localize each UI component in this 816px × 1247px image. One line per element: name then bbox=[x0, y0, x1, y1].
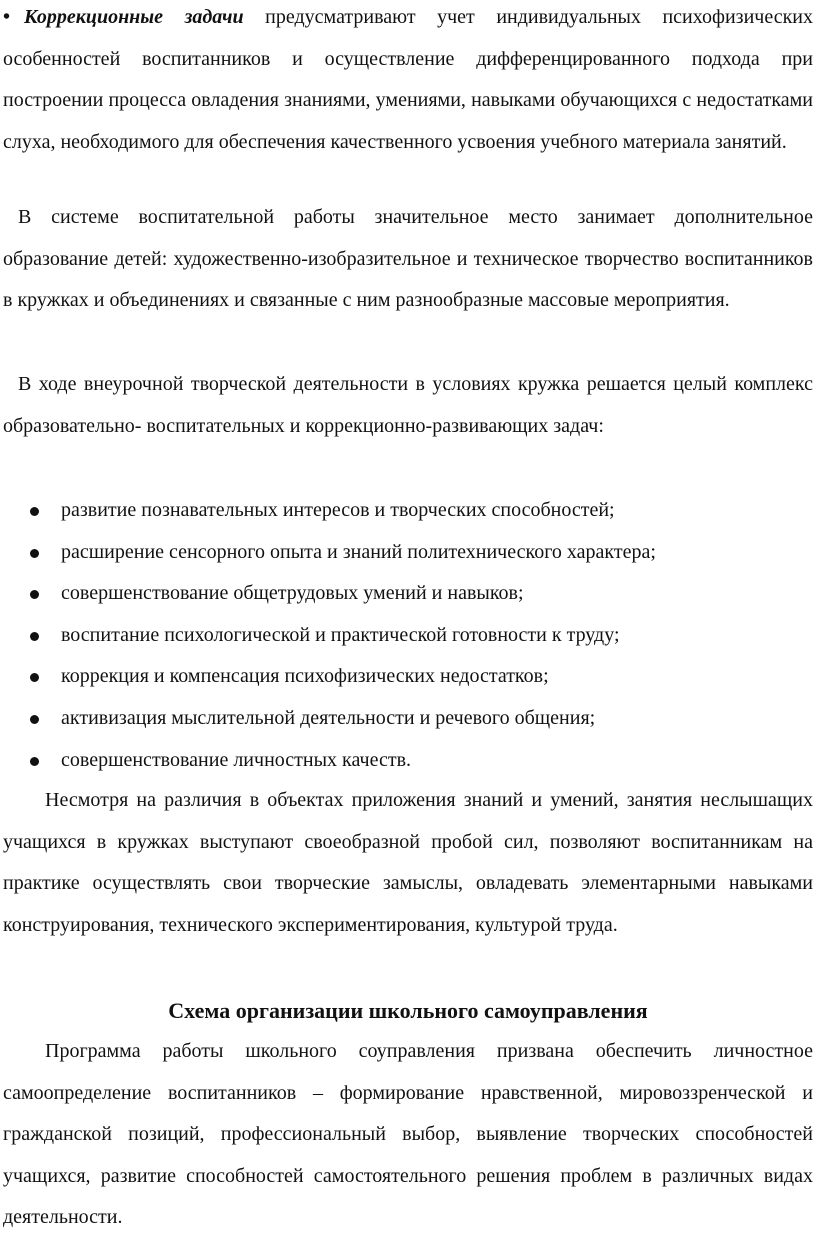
clubs-paragraph: Несмотря на различия в объектах приложения знаний и умений, занятия неслышащих учащихся в кружках выступают своеобразной пробой сил, позволяют воспитанникам на практике осуществлять свои творческие замыслы, овладевать элементарными навыками конструирования, технического экспериментирования, культурой труда. bbox=[3, 789, 813, 936]
tasks-list bbox=[0, 490, 816, 781]
list-item-text: развитие познавательных интересов и творческих способностей; bbox=[61, 499, 615, 521]
list-item bbox=[0, 490, 816, 532]
correctional-tasks-paragraph bbox=[3, 0, 813, 163]
list-item-text: расширение сенсорного опыта и знаний политехнического характера; bbox=[61, 540, 656, 563]
list-item bbox=[0, 698, 816, 740]
education-system-paragraph: В системе воспитательной работы значительное место занимает дополнительное образование детей: художественно-изобразительное и техническое творчество воспитанников в кружках и объединениях и связанные с ним разнообразные массовые мероприятия. bbox=[3, 206, 813, 312]
list-item bbox=[0, 532, 816, 574]
bullet-icon bbox=[30, 549, 39, 558]
list-item bbox=[0, 656, 816, 698]
correctional-tasks-text: предусматривают учет индивидуальных психофизических особенностей воспитанников и осуществление дифференцированного подхода при построении процесса овладения знаниями, умениями, навыками обучающихся с недостатками слуха, необходимого для обеспечения качественного усвоения учебного материала занятий. bbox=[3, 6, 813, 153]
bullet-icon bbox=[30, 673, 39, 682]
self-government-paragraph: Программа работы школьного соуправления призвана обеспечить личностное самоопределение воспитанников – формирование нравственной, мировоззренческой и гражданской позиций, профессиональный выбор, выявление творческих способностей учащихся, развитие способностей самостоятельного решения проблем в различных видах деятельности. bbox=[3, 1040, 813, 1229]
correctional-tasks-term: Коррекционные задачи bbox=[24, 6, 244, 28]
list-item bbox=[0, 573, 816, 615]
list-item-text: коррекция и компенсация психофизических недостатков; bbox=[61, 665, 549, 688]
bullet-icon bbox=[30, 590, 39, 599]
bullet-icon bbox=[30, 507, 39, 516]
bullet-icon bbox=[30, 757, 39, 766]
list-item bbox=[0, 740, 816, 782]
list-item-text: активизация мыслительной деятельности и речевого общения; bbox=[61, 706, 596, 729]
bullet-icon bbox=[30, 632, 39, 641]
paragraph-bullet: • bbox=[3, 6, 11, 28]
list-item-text: воспитание психологической и практической готовности к труду; bbox=[61, 623, 620, 646]
list-item-text: совершенствование общетрудовых умений и навыков; bbox=[61, 582, 524, 605]
extracurricular-paragraph: В ходе внеурочной творческой деятельности в условиях кружка решается целый комплекс образовательно- воспитательных и коррекционно-развивающих задач: bbox=[3, 373, 813, 437]
list-item-text: совершенствование личностных качеств. bbox=[61, 748, 412, 771]
section-title: Схема организации школьного самоуправления bbox=[168, 998, 648, 1023]
bullet-icon bbox=[30, 715, 39, 724]
list-item bbox=[0, 615, 816, 657]
